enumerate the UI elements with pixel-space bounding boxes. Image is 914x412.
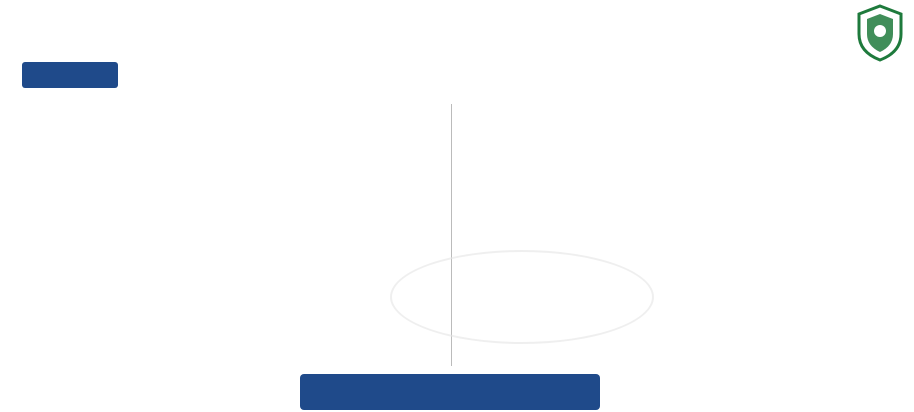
municipality-emblem-icon bbox=[855, 4, 905, 62]
column-divider bbox=[451, 104, 452, 366]
round-badge bbox=[22, 62, 118, 88]
notice-header bbox=[60, 0, 820, 100]
notice-body bbox=[20, 104, 882, 366]
municipality-logo bbox=[852, 4, 908, 90]
notice-column-right bbox=[460, 104, 883, 366]
signatory-footer bbox=[300, 374, 600, 410]
notice-column-left bbox=[20, 104, 443, 366]
publication-side-strip bbox=[0, 150, 16, 412]
